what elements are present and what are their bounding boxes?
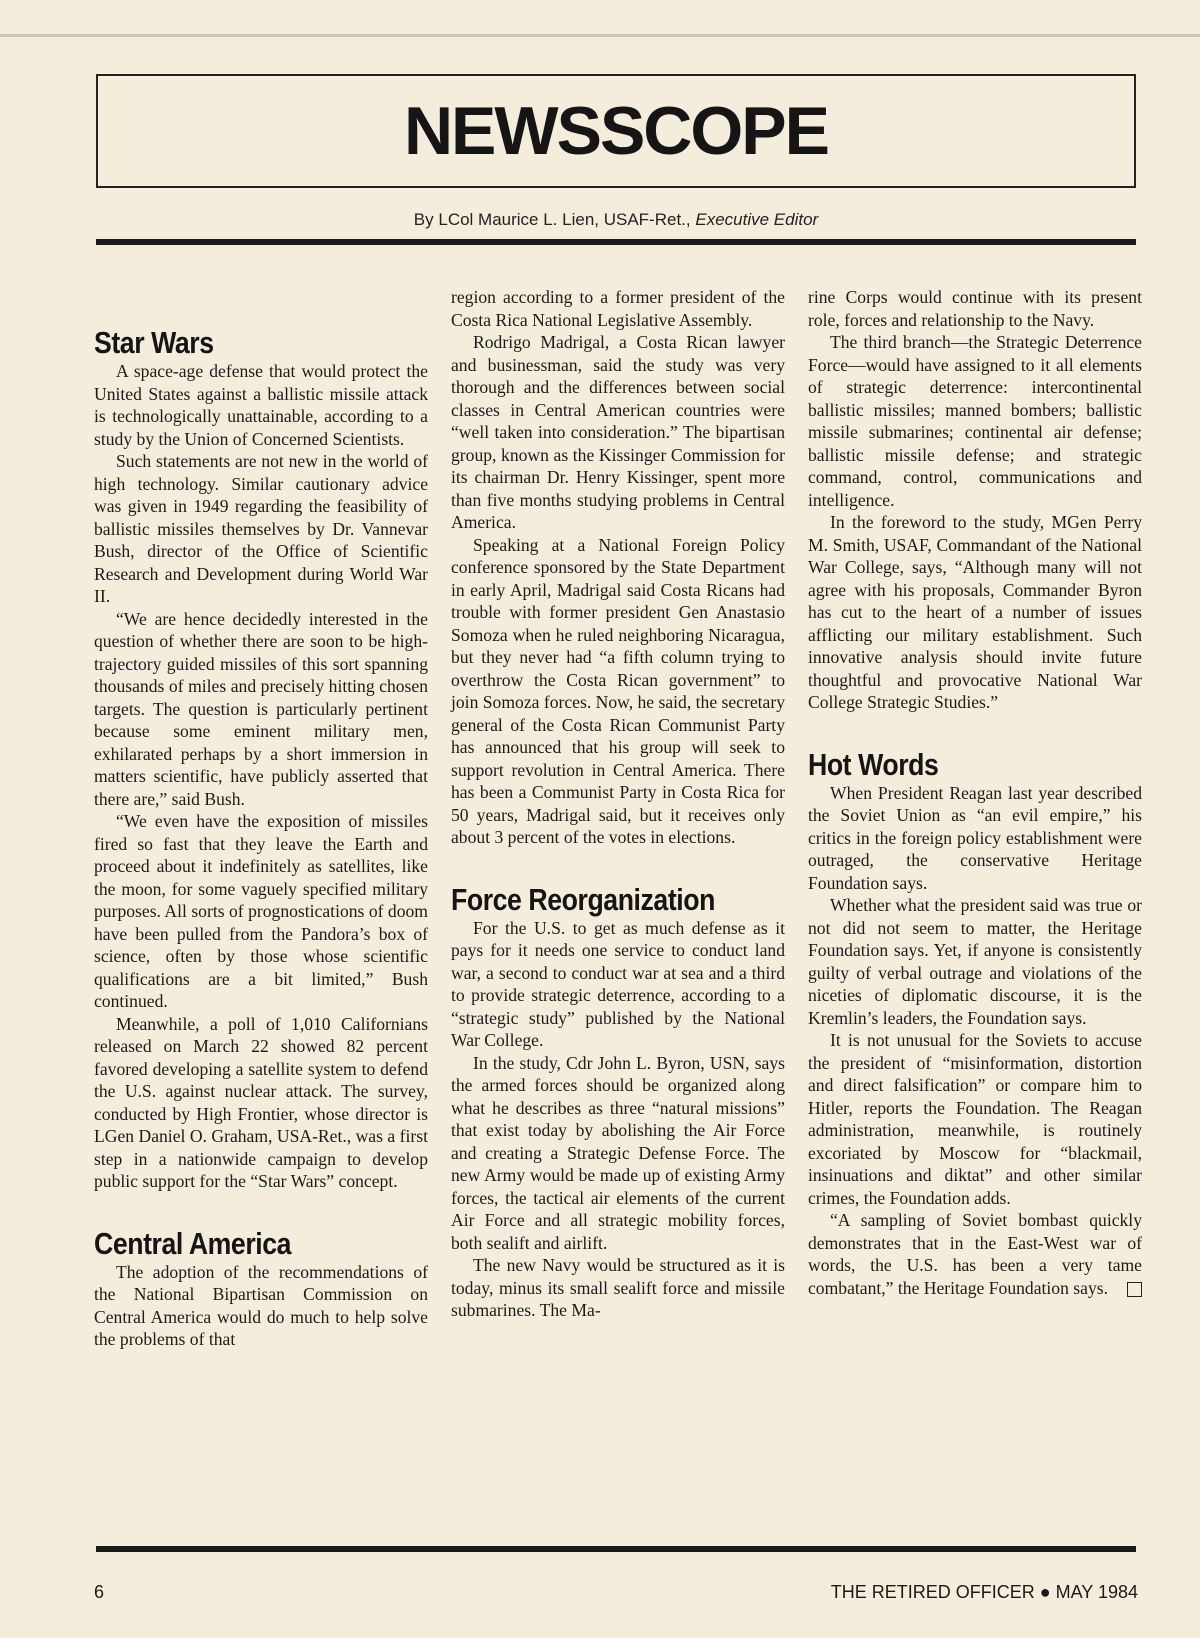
top-page-rule [0,34,1200,37]
page-title: NEWSSCOPE [403,93,829,169]
paragraph: Whether what the president said was true or not did not seem to matter, the Heritage Foundation says. Yet, if anyone is consistently guilty of verbal outrage and violations of the niceties of diplomatic discourse, it is the Kremlin’s leaders, the Foundation says. [808,895,1142,1028]
paragraph: The third branch—the Strategic Deterrence Force—would have assigned to it all elements of strategic deterrence: intercontinental ballistic missiles; manned bombers; ballistic missile submarines; continental air defense; ballistic missile defense; and strategic command, control, communications and intelligence. [808,332,1142,510]
paragraph: Rodrigo Madrigal, a Costa Rican lawyer and businessman, said the study was very thorough and the differences between social classes in Central American countries were “well taken into consideration.” The bipartisan group, known as the Kissinger Commission for its chairman Dr. Henry Kissinger, spent more than five months studying problems in Central America. [451,332,785,532]
byline [96,210,1136,230]
article-columns [94,286,1142,1541]
paragraph: The adoption of the recommendations of the National Bipartisan Commission on Central America would do much to help solve the problems of that [94,1261,428,1349]
header-divider [96,239,1136,245]
paragraph-text: “A sampling of Soviet bombast quickly demonstrates that in the East-West war of words, the U.S. has been a very tame combatant,” the Heritage Foundation says. [808,1210,1142,1298]
paragraph: rine Corps would continue with its present role, forces and relationship to the Navy. [808,287,1142,330]
paragraph: Speaking at a National Foreign Policy conference sponsored by the State Department in early April, Madrigal said Costa Ricans had trouble with former president Gen Anastasio Somoza when he ruled neighboring Nicaragua, but they never had “a fifth column trying to overthrow the Costa Rican government” to join Somoza forces. Now, he said, the secretary general of the Costa Rican Communist Party has announced that his group will seek to support revolution in Central America. There has been a Communist Party in Costa Rica for 50 years, Madrigal said, but it receives only about 3 percent of the votes in elections. [451,534,786,847]
paragraph: Such statements are not new in the world of high technology. Similar cautionary advice was given in 1949 regarding the feasibility of ballistic missiles themselves by Dr. Vannevar Bush, director of the Office of Scientific Research and Development during World War II. [94,451,428,606]
paragraph: “We even have the exposition of missiles fired so fast that they leave the Earth and proceed about it indefinitely as satellites, like the moon, for some vaguely specified military purposes. All sorts of prognostications of doom have been pulled from the Pandora’s box of science, often by those whose scientific qualifications are a bit limited,” Bush continued. [94,811,428,1011]
column-right [808,286,1142,1541]
masthead-box [96,74,1136,188]
byline-author: By LCol Maurice L. Lien, USAF-Ret., [413,210,691,229]
paragraph: It is not unusual for the Soviets to accuse the president of “misinformation, distortion and direct falsification” or compare him to Hitler, reports the Foundation. The Reagan administration, meanwhile, is routinely excoriated by Moscow for “blackmail, insinuations and diktat” and other similar crimes, the Foundation adds. [808,1030,1142,1208]
column-left [94,286,428,1541]
heading-hot-words: Hot Words [808,746,939,782]
paragraph-last [808,1209,1142,1299]
page-number: 6 [94,1582,105,1602]
paragraph: The new Navy would be structured as it is today, minus its small sealift force and missile submarines. The Ma- [451,1255,785,1320]
heading-central-america: Central America [94,1225,292,1261]
paragraph: In the foreword to the study, MGen Perry M. Smith, USAF, Commandant of the National War College, says, “Although many will not agree with his proposals, Commander Byron has cut to the heart of a number of issues afflicting our military establishment. Such innovative analysis should invite future thoughtful and provocative National War College Strategic Studies.” [808,512,1142,712]
end-of-article-icon [1127,1282,1142,1297]
footer-divider [96,1546,1136,1552]
heading-force-reorganization: Force Reorganization [451,881,715,917]
heading-star-wars: Star Wars [94,325,214,360]
paragraph: For the U.S. to get as much defense as it pays for it needs one service to conduct land war, a second to conduct war at sea and a third to provide strategic deterrence, according to a “strategic study” published by the National War College. [451,917,785,1050]
paragraph: region according to a former president of the Costa Rica National Legislative Assembly. [451,287,785,330]
paragraph: “We are hence decidedly interested in the question of whether there are soon to be high-trajectory guided missiles of this sort spanning thousands of miles and precisely hitting chosen targets. The question is particularly pertinent because some eminent military men, exhilarated perhaps by a short immersion in matters scientific, have publicly asserted that there are,” said Bush. [94,608,428,809]
column-middle [451,286,785,1541]
paragraph: In the study, Cdr John L. Byron, USN, says the armed forces should be organized along what he describes as three “natural missions” that exist today by abolishing the Air Force and creating a Strategic Defense Force. The new Army would be made up of existing Army forces, the tactical air elements of the current Air Force and all strategic mobility forces, both sealift and airlift. [451,1052,785,1253]
publication-footer: THE RETIRED OFFICER ● MAY 1984 [830,1582,1138,1602]
byline-role: Executive Editor [695,210,819,229]
paragraph: Meanwhile, a poll of 1,010 Californians released on March 22 showed 82 percent favored developing a satellite system to defend the U.S. against nuclear attack. The survey, conducted by High Frontier, whose director is LGen Daniel O. Graham, USA-Ret., was a first step in a nationwide campaign to develop public support for the “Star Wars” concept. [94,1013,428,1191]
paragraph: A space-age defense that would protect the United States against a ballistic missile attack is technologically unattainable, according to a study by the Union of Concerned Scientists. [94,361,428,449]
paragraph: When President Reagan last year described the Soviet Union as “an evil empire,” his critics in the foreign policy establishment were outraged, the conservative Heritage Foundation says. [808,782,1142,893]
